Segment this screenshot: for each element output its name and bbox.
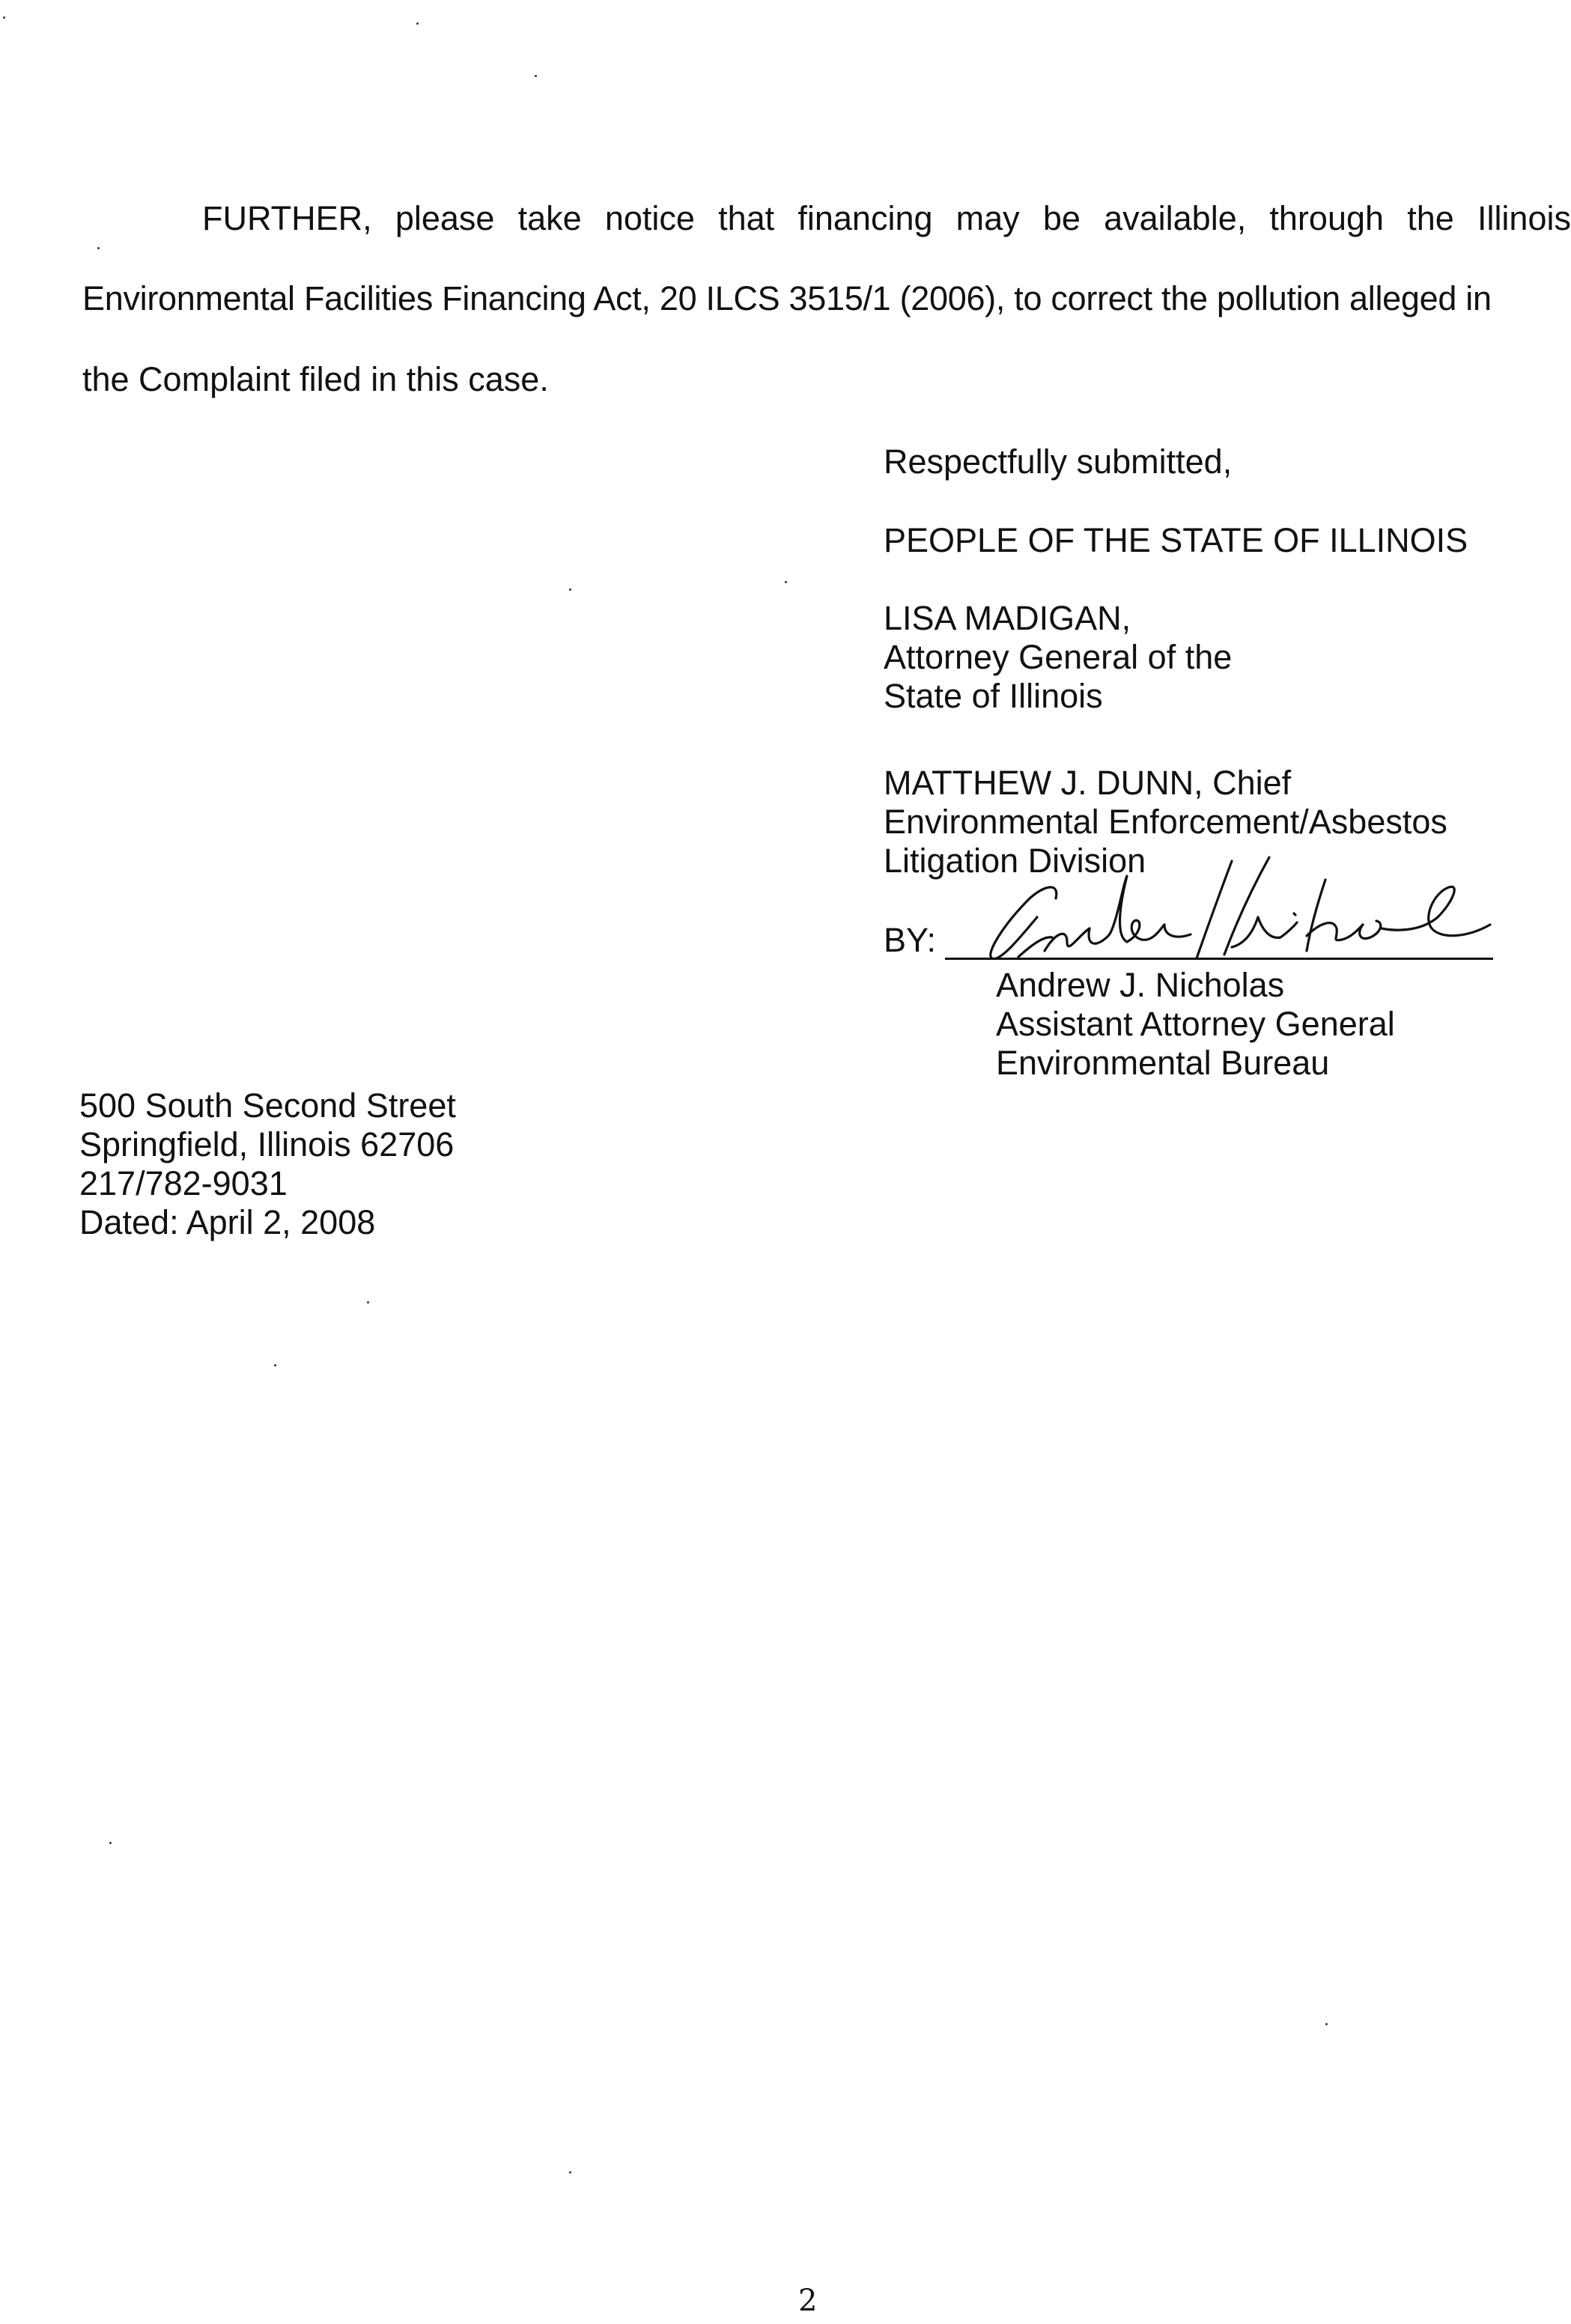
address-block: [79, 1086, 456, 1242]
closing-party: PEOPLE OF THE STATE OF ILLINOIS: [884, 521, 1468, 559]
ag-name: LISA MADIGAN,: [884, 599, 1131, 637]
word: the: [1407, 199, 1454, 237]
scan-speck: [367, 1301, 369, 1304]
scan-speck: [1325, 2023, 1328, 2025]
scan-speck: [97, 247, 100, 249]
word: FURTHER,: [202, 199, 372, 237]
address-street: 500 South Second Street: [79, 1086, 456, 1125]
chief-title-line-1: Environmental Enforcement/Asbestos: [884, 803, 1447, 841]
date-line: Dated: April 2, 2008: [79, 1203, 376, 1241]
attorney-general-block: [884, 599, 1232, 716]
ag-title-line-1: Attorney General of the: [884, 638, 1233, 676]
closing-respectfully: Respectfully submitted,: [884, 442, 1233, 481]
word: please: [395, 199, 495, 237]
scan-speck: [109, 1842, 112, 1844]
by-label: BY:: [884, 921, 937, 959]
word: notice: [604, 199, 695, 237]
scan-speck: [569, 588, 571, 591]
scan-speck: [569, 2171, 571, 2174]
scan-speck: [535, 75, 537, 77]
signer-block: [996, 966, 1395, 1083]
chief-title-line-2: Litigation Division: [884, 842, 1146, 880]
word: financing: [797, 199, 933, 237]
word: available,: [1104, 199, 1247, 237]
scan-speck: [274, 1364, 276, 1366]
chief-name: MATTHEW J. DUNN, Chief: [884, 764, 1292, 802]
word: Illinois: [1477, 199, 1571, 237]
word: may: [955, 199, 1020, 237]
paragraph-line-1: [202, 199, 1571, 238]
ag-title-line-2: State of Illinois: [884, 677, 1103, 715]
scan-speck: [3, 16, 5, 19]
scan-speck: [416, 22, 419, 25]
page-number: 2: [798, 2284, 818, 2318]
address-city: Springfield, Illinois 62706: [79, 1125, 455, 1163]
signer-title-line-1: Assistant Attorney General: [996, 1005, 1395, 1043]
handwritten-signature: [973, 854, 1498, 966]
paragraph-line-3: the Complaint filed in this case.: [82, 360, 549, 398]
word: be: [1042, 199, 1081, 237]
signer-name: Andrew J. Nicholas: [996, 966, 1285, 1004]
word: through: [1269, 199, 1385, 237]
word: take: [517, 199, 582, 237]
word: that: [718, 199, 775, 237]
address-phone: 217/782-9031: [79, 1164, 288, 1202]
paragraph-line-2: Environmental Facilities Financing Act, 20 ILCS 3515/1 (2006), to correct the pollution alleged in: [82, 279, 1492, 317]
signer-title-line-2: Environmental Bureau: [996, 1044, 1330, 1082]
scan-speck: [785, 581, 787, 583]
